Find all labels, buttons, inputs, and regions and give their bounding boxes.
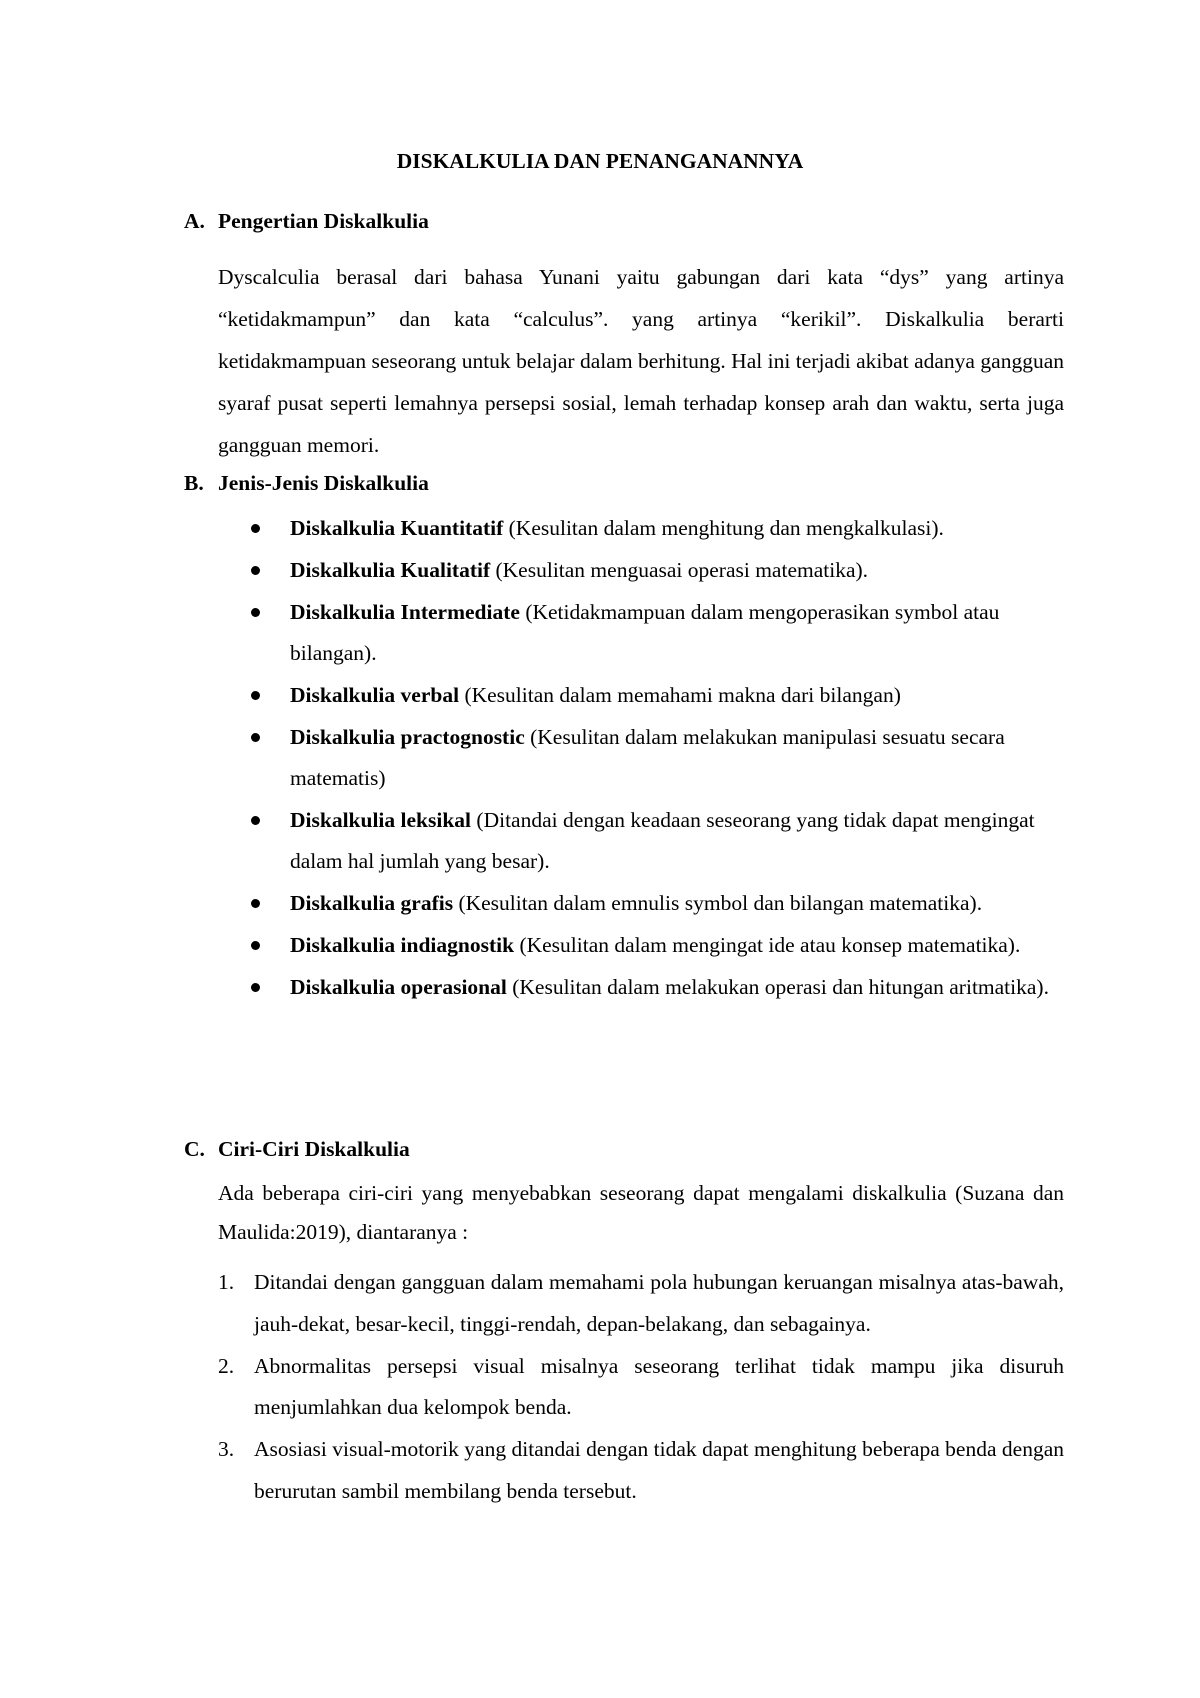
- jenis-diskalkulia-list: [251, 508, 1051, 1009]
- bullet-icon: [251, 524, 260, 533]
- list-item-term: Diskalkulia grafis: [290, 891, 454, 916]
- list-item-desc: (Kesulitan dalam melakukan manipulasi sesuatu secara matematis): [290, 724, 1005, 791]
- list-item: [251, 967, 1051, 1009]
- list-item: [251, 508, 1051, 550]
- bullet-icon: [251, 608, 260, 617]
- list-item: [218, 1262, 1064, 1345]
- section-b-letter: B.: [184, 471, 204, 495]
- list-item: [218, 1346, 1064, 1429]
- list-item: [251, 550, 1051, 592]
- list-item-text: Asosiasi visual-motorik yang ditandai dengan tidak dapat menghitung beberapa benda dengan berurutan sambil membilang benda tersebut.: [254, 1437, 1064, 1503]
- section-b-heading: [184, 468, 429, 498]
- list-item: [251, 883, 1051, 925]
- section-a-heading: [184, 206, 429, 236]
- list-item: [251, 925, 1051, 967]
- section-c-heading: [184, 1134, 410, 1164]
- list-item-term: Diskalkulia verbal: [290, 682, 460, 707]
- bullet-icon: [251, 816, 260, 825]
- list-item: [251, 800, 1051, 883]
- list-item-term: Diskalkulia operasional: [290, 974, 507, 999]
- section-c-title: Ciri-Ciri Diskalkulia: [218, 1137, 410, 1161]
- list-item: [218, 1429, 1064, 1512]
- list-item-desc: (Kesulitan menguasai operasi matematika).: [490, 557, 869, 582]
- list-item-number: 2.: [218, 1353, 235, 1378]
- bullet-icon: [251, 899, 260, 908]
- list-item-desc: (Kesulitan dalam menghitung dan mengkalkulasi).: [503, 516, 944, 540]
- document-title: DISKALKULIA DAN PENANGANANNYA: [396, 149, 804, 173]
- section-a-letter: A.: [184, 209, 205, 233]
- list-item-desc: (Kesulitan dalam emnulis symbol dan bilangan matematika).: [453, 891, 983, 916]
- list-item-term: Diskalkulia leksikal: [290, 807, 472, 832]
- list-item-term: Diskalkulia Intermediate: [290, 599, 520, 624]
- section-a-paragraph: Dyscalculia berasal dari bahasa Yunani yaitu gabungan dari kata “dys” yang artinya “ketidakmampun” dan kata “calculus”. yang artinya “kerikil”. Diskalkulia berarti ketidakmampuan seseorang untuk belajar dalam berhitung. Hal ini terjadi akibat adanya gangguan syaraf pusat seperti lemahnya persepsi sosial, lemah terhadap konsep arah dan waktu, serta juga gangguan memori.: [218, 265, 1064, 457]
- list-item: [251, 675, 1051, 717]
- bullet-icon: [251, 566, 260, 575]
- list-item-number: 3.: [218, 1437, 235, 1461]
- list-item: [251, 717, 1051, 800]
- list-item-desc: (Kesulitan dalam memahami makna dari bilangan): [459, 682, 901, 707]
- list-item-text: Abnormalitas persepsi visual misalnya seseorang terlihat tidak mampu jika disuruh menjumlahkan dua kelompok benda.: [254, 1353, 1064, 1419]
- list-item-term: Diskalkulia indiagnostik: [290, 933, 515, 958]
- list-item-term: Diskalkulia Kualitatif: [290, 557, 491, 582]
- list-item-desc: (Kesulitan dalam melakukan operasi dan hitungan aritmatika).: [506, 974, 1049, 999]
- bullet-icon: [251, 691, 260, 700]
- list-item-number: 1.: [218, 1270, 235, 1294]
- list-item-text: Ditandai dengan gangguan dalam memahami pola hubungan keruangan misalnya atas-bawah, jauh-dekat, besar-kecil, tinggi-rendah, depan-belakang, dan sebagainya.: [254, 1270, 1064, 1336]
- section-c-letter: C.: [184, 1137, 205, 1161]
- bullet-icon: [251, 983, 260, 992]
- bullet-icon: [251, 733, 260, 742]
- list-item-desc: (Ditandai dengan keadaan seseorang yang tidak dapat mengingat dalam hal jumlah yang besar).: [290, 807, 1035, 874]
- section-b-title: Jenis-Jenis Diskalkulia: [218, 471, 429, 495]
- bullet-icon: [251, 941, 260, 950]
- list-item-term: Diskalkulia Kuantitatif: [290, 516, 504, 540]
- ciri-diskalkulia-list: [218, 1262, 1064, 1513]
- section-a-title: Pengertian Diskalkulia: [218, 209, 429, 233]
- list-item-desc: (Ketidakmampuan dalam mengoperasikan symbol atau bilangan).: [290, 599, 1000, 666]
- list-item-desc: (Kesulitan dalam mengingat ide atau konsep matematika).: [514, 933, 1021, 958]
- list-item: [251, 592, 1051, 675]
- list-item-term: Diskalkulia practognostic: [290, 724, 525, 749]
- section-c-intro: Ada beberapa ciri-ciri yang menyebabkan seseorang dapat mengalami diskalkulia (Suzana dan Maulida:2019), diantaranya :: [218, 1181, 1064, 1244]
